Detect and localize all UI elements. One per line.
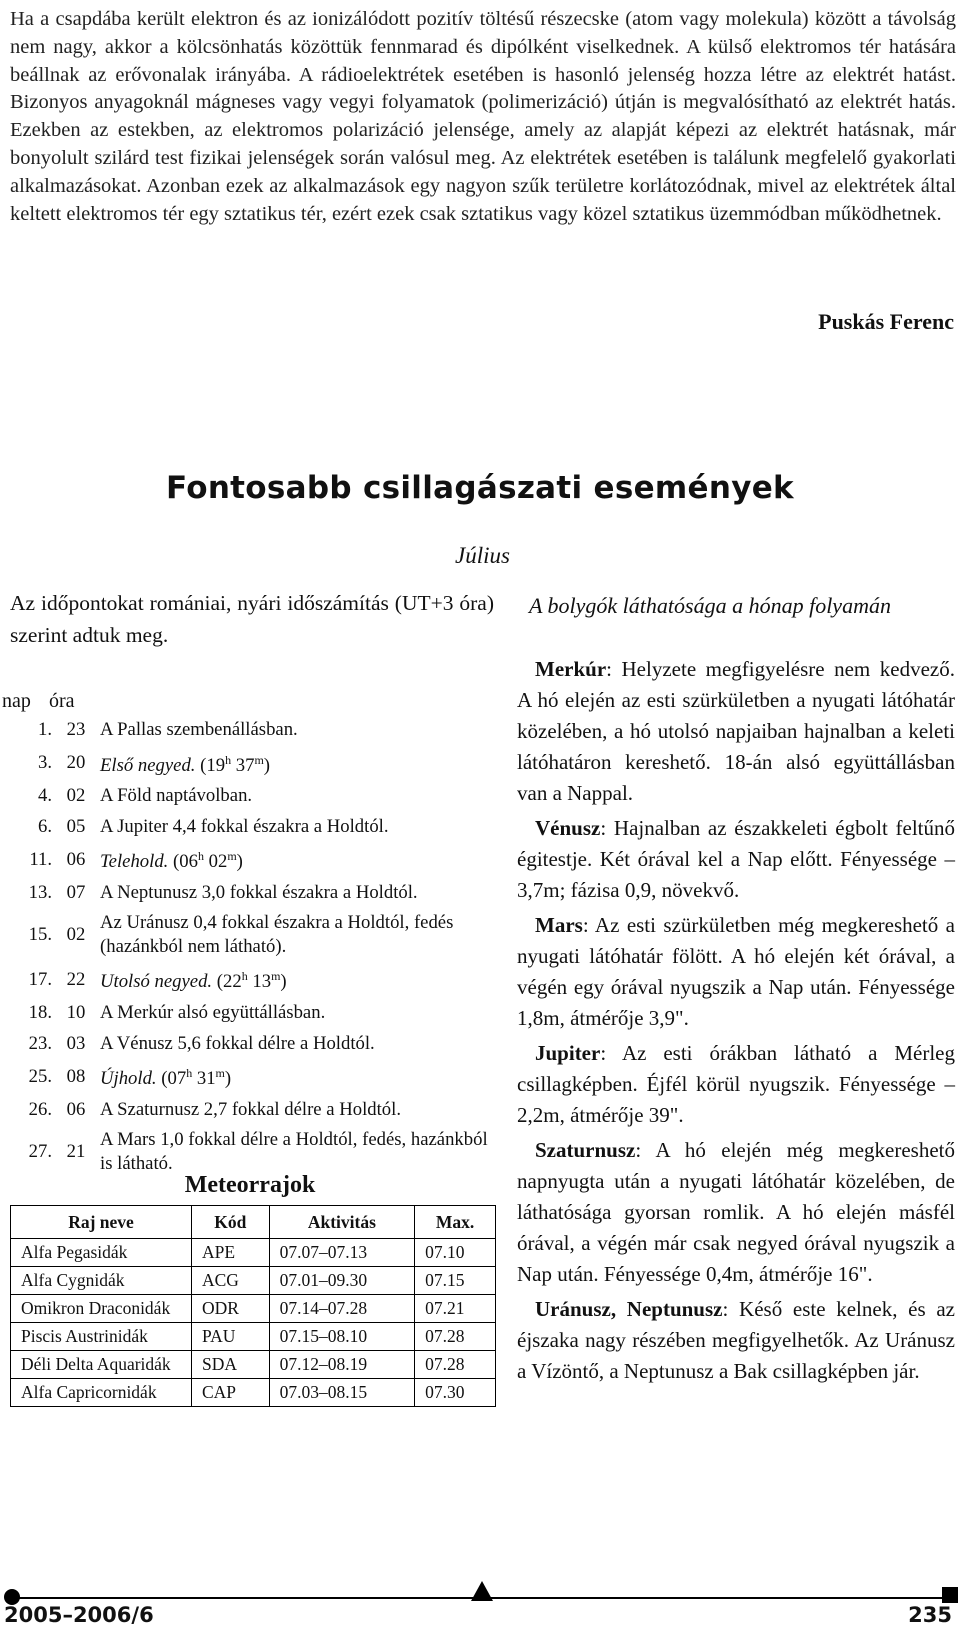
event-row [2, 1001, 498, 1025]
event-day: 4. [37, 785, 52, 807]
meteor-activity: 07.03–08.15 [269, 1379, 414, 1407]
meteor-table-header [11, 1206, 496, 1239]
meteor-row [11, 1379, 496, 1407]
events-list [2, 718, 498, 1182]
event-text: A Föld naptávolban. [100, 785, 253, 807]
event-day: 26. [28, 1098, 52, 1120]
meteor-code: SDA [192, 1351, 270, 1379]
event-day: 25. [28, 1065, 52, 1087]
event-text: Telehold. (06$^h$ 02$^m$) [100, 849, 243, 873]
event-hour: 21 [66, 1141, 86, 1163]
event-hour: 02 [66, 924, 86, 946]
event-day: 1. [37, 719, 52, 740]
event-day: 11. [29, 848, 52, 870]
planet-name: Szaturnusz [535, 1138, 636, 1162]
event-day: 13. [28, 881, 52, 903]
event-row [2, 845, 498, 874]
event-hour: 02 [66, 785, 86, 807]
meteor-activity: 07.07–07.13 [269, 1239, 414, 1267]
meteor-row [11, 1295, 496, 1323]
footer-triangle-icon [471, 1581, 493, 1601]
article-author: Puskás Ferenc [818, 309, 954, 334]
event-phase-name: Telehold. [100, 851, 169, 873]
footer-square-icon [942, 1587, 958, 1603]
meteor-code: CAP [192, 1379, 270, 1407]
planets-list [517, 654, 955, 1391]
meteor-name: Alfa Capricornidák [11, 1379, 192, 1407]
meteor-activity: 07.15–08.10 [269, 1323, 414, 1351]
meteor-max: 07.15 [415, 1267, 496, 1295]
event-row [2, 1062, 498, 1091]
planet-name: Mars [535, 913, 583, 937]
planet-entry: Szaturnusz: A hó elején még megkereshető napnyugta után a nyugati látóhatár közelében, de láthatósága gyorsan romlik. A hó elején másfél órával, a végén már csak negyed órával nyugszik a Nap után. Fényessége 0,4m, átmérője 16". [517, 1138, 955, 1286]
event-day: 15. [28, 924, 52, 946]
meteor-max: 07.28 [415, 1351, 496, 1379]
meteor-code: ACG [192, 1267, 270, 1295]
events-header [2, 690, 75, 713]
meteor-max: 07.21 [415, 1295, 496, 1323]
event-row [2, 815, 498, 839]
planet-description: Az esti szürkületben még megkereshető a nyugati látóhatár fölött. A hó elején két órával, a végén egy órával nyugszik a Nap után. Fényessége 1,8m, átmérője 3,9". [517, 913, 955, 1030]
planet-description: Helyzete megfigyelésre nem kedvező. A hó elején az esti szürkületben a nyugati látóhatár közelében, a hó utolsó napjaiban hajnalban a keleti látóhatáron kereshető. 18-án alsó együttállásban van a Nappal. [517, 657, 955, 805]
planet-entry: Merkúr: Helyzete megfigyelésre nem kedvező. A hó elején az esti szürkületben a nyugati látóhatár közelében, a hó utolsó napjaiban hajnalban a keleti látóhatáron kereshető. 18-án alsó együttállásban van a Nappal. [517, 657, 955, 805]
meteor-name: Alfa Pegasidák [11, 1239, 192, 1267]
page-number: 235 [908, 1603, 952, 1627]
planet-description: Késő este kelnek, és az éjszaka nagy részében megfigyelhetők. Az Uránusz a Vízöntő, a Neptunusz a Bak csillagképben jár. [517, 1297, 956, 1383]
event-text: Utolsó negyed. (22$^h$ 13$^m$) [100, 969, 287, 993]
month-label: Július [455, 543, 510, 568]
meteor-row [11, 1267, 496, 1295]
meteor-code: PAU [192, 1323, 270, 1351]
planet-name: Uránusz, Neptunusz [535, 1297, 723, 1321]
planet-name: Vénusz [535, 816, 601, 840]
meteor-title: Meteorrajok [184, 1172, 316, 1198]
planet-name: Jupiter [535, 1041, 601, 1065]
time-zone-note: Az időpontokat romániai, nyári időszámítás (UT+3 óra) szerint adtuk meg. [10, 591, 494, 647]
event-hour: 07 [66, 881, 86, 903]
meteor-activity: 07.14–07.28 [269, 1295, 414, 1323]
event-phase-name: Első negyed. [100, 754, 196, 776]
event-text: A Vénusz 5,6 fokkal délre a Holdtól. [100, 1032, 375, 1054]
planet-entry: Jupiter: Az esti órákban látható a Mérleg csillagképben. Éjfél körül nyugszik. Fényessége –2,2m, átmérője 39". [517, 1041, 955, 1127]
meteor-max: 07.28 [415, 1323, 496, 1351]
event-row [2, 881, 498, 905]
issue-number: 2005–2006/6 [4, 1603, 154, 1627]
event-text: A Jupiter 4,4 fokkal északra a Holdtól. [100, 815, 389, 837]
event-text: A Neptunusz 3,0 fokkal északra a Holdtól. [100, 881, 418, 903]
meteor-row [11, 1323, 496, 1351]
event-hour: 06 [66, 1098, 86, 1120]
event-time-minute: 31 [196, 1068, 216, 1090]
meteor-header-activity: Aktivitás [269, 1206, 414, 1239]
event-row [2, 749, 498, 778]
event-text: A Pallas szembenállásban. [100, 719, 298, 740]
planet-description: A hó elején még megkereshető napnyugta után a nyugati látóhatár közelében, de láthatósága gyorsan romlik. A hó elején másfél órával, a végén már csak negyed órával nyugszik a Nap után. Fényessége 0,4m, átmérője 16". [517, 1138, 955, 1286]
event-hour: 22 [66, 969, 86, 991]
meteor-activity: 07.12–08.19 [269, 1351, 414, 1379]
event-day: 27. [28, 1141, 52, 1163]
events-header-day: nap [2, 690, 31, 712]
planet-description: Hajnalban az északkeleti égbolt feltűnő égitestje. Két órával kel a Nap előtt. Fényessége –3,7m; fázisa 0,9, növekvő. [517, 816, 955, 902]
event-row [2, 965, 498, 994]
event-time-hour: 19 [206, 754, 226, 776]
planet-entry: Uránusz, Neptunusz: Késő este kelnek, és az éjszaka nagy részében megfigyelhetők. Az Uránusz a Vízöntő, a Neptunusz a Bak csillagképben jár. [517, 1297, 956, 1383]
event-time-hour: 06 [179, 851, 198, 873]
event-day: 6. [37, 815, 52, 837]
event-time-minute: 13 [252, 971, 272, 993]
planet-name: Merkúr [535, 657, 607, 681]
meteor-header-code: Kód [192, 1206, 270, 1239]
meteor-header-max: Max. [415, 1206, 496, 1239]
meteor-code: APE [192, 1239, 270, 1267]
meteor-max: 07.30 [415, 1379, 496, 1407]
event-text: Az Uránusz 0,4 fokkal északra a Holdtól, fedés (hazánkból nem látható). [100, 912, 454, 957]
event-text: A Szaturnusz 2,7 fokkal délre a Holdtól. [100, 1098, 402, 1120]
event-hour: 20 [66, 752, 86, 774]
events-header-hour: óra [49, 690, 75, 712]
event-row [2, 1098, 498, 1122]
event-day: 18. [28, 1002, 52, 1024]
event-hour: 05 [66, 815, 86, 837]
event-text: Első negyed. (19$^h$ 37$^m$) [100, 752, 271, 776]
event-time-minute: 37 [235, 754, 255, 776]
event-time-minute: 02 [208, 851, 228, 873]
event-text: A Mars 1,0 fokkal délre a Holdtól, fedés, hazánkból is látható. [100, 1129, 488, 1174]
event-row [2, 1032, 498, 1056]
meteor-activity: 07.01–09.30 [269, 1267, 414, 1295]
planet-entry: Mars: Az esti szürkületben még megkereshető a nyugati látóhatár fölött. A hó elején két órával, a végén egy órával nyugszik a Nap után. Fényessége 1,8m, átmérője 3,9". [517, 913, 955, 1030]
event-day: 3. [37, 752, 52, 774]
event-hour: 23 [66, 719, 86, 740]
article-paragraph: Ha a csapdába került elektron és az ionizálódott pozitív töltésű részecske (atom vagy molekula) között a távolság nem nagy, akkor a kölcsönhatás közöttük fennmarad és dipólként viselkednek. A külső elektromos tér hatására beállnak az erővonalak irányába. A rádioelektrétek esetében is hasonló jelenség hozza létre az elektrét hatást. Bizonyos anyagoknál mágneses vagy vegyi folyamatok (polimerizáció) útján is megvalósítható az elektrét hatás. Ezekben az estekben, az elektromos polarizáció jelensége, amely az alapját képezi az elektrét hatásnak, már bonyolult szilárd test fizikai jelenségek során valósul meg. Az elektrétek esetében is találunk megfelelő gyakorlati alkalmazásokat. Azonban ezek az alkalmazások egy nagyon szűk területre korlátozódnak, mivel az elektrétek által keltett elektromos tér egy sztatikus tér, ezért ezek csak sztatikus vagy közel sztatikus üzemmódban működhetnek. [10, 8, 956, 225]
event-hour: 06 [66, 848, 86, 870]
meteor-header-name: Raj neve [11, 1206, 192, 1239]
meteor-name: Alfa Cygnidák [11, 1267, 192, 1295]
event-row [2, 784, 498, 808]
event-time-hour: 07 [167, 1068, 187, 1090]
event-phase-name: Újhold. [100, 1068, 157, 1090]
event-row [2, 1128, 498, 1175]
meteor-table [10, 1205, 496, 1407]
event-day: 23. [28, 1032, 52, 1054]
section-title: Fontosabb csillagászati események [166, 470, 794, 506]
planet-entry: Vénusz: Hajnalban az északkeleti égbolt feltűnő égitestje. Két órával kel a Nap előtt. Fényessége –3,7m; fázisa 0,9, növekvő. [517, 816, 955, 902]
meteor-row [11, 1351, 496, 1379]
event-hour: 10 [66, 1002, 86, 1024]
event-day: 17. [28, 969, 52, 991]
event-row [2, 718, 498, 742]
event-hour: 03 [66, 1032, 86, 1054]
planet-description: Az esti órákban látható a Mérleg csillagképben. Éjfél körül nyugszik. Fényessége –2,2m, átmérője 39". [517, 1041, 955, 1127]
meteor-max: 07.10 [415, 1239, 496, 1267]
meteor-name: Omikron Draconidák [11, 1295, 192, 1323]
event-row [2, 911, 498, 958]
meteor-code: ODR [192, 1295, 270, 1323]
event-text: Újhold. (07$^h$ 31$^m$) [100, 1066, 232, 1090]
planets-title: A bolygók láthatósága a hónap folyamán [529, 593, 891, 618]
event-time-hour: 22 [223, 971, 242, 993]
meteor-row [11, 1239, 496, 1267]
event-text: A Merkúr alsó együttállásban. [100, 1002, 326, 1024]
event-phase-name: Utolsó negyed. [100, 971, 213, 993]
event-hour: 08 [66, 1065, 86, 1087]
meteor-name: Piscis Austrinidák [11, 1323, 192, 1351]
meteor-name: Déli Delta Aquaridák [11, 1351, 192, 1379]
